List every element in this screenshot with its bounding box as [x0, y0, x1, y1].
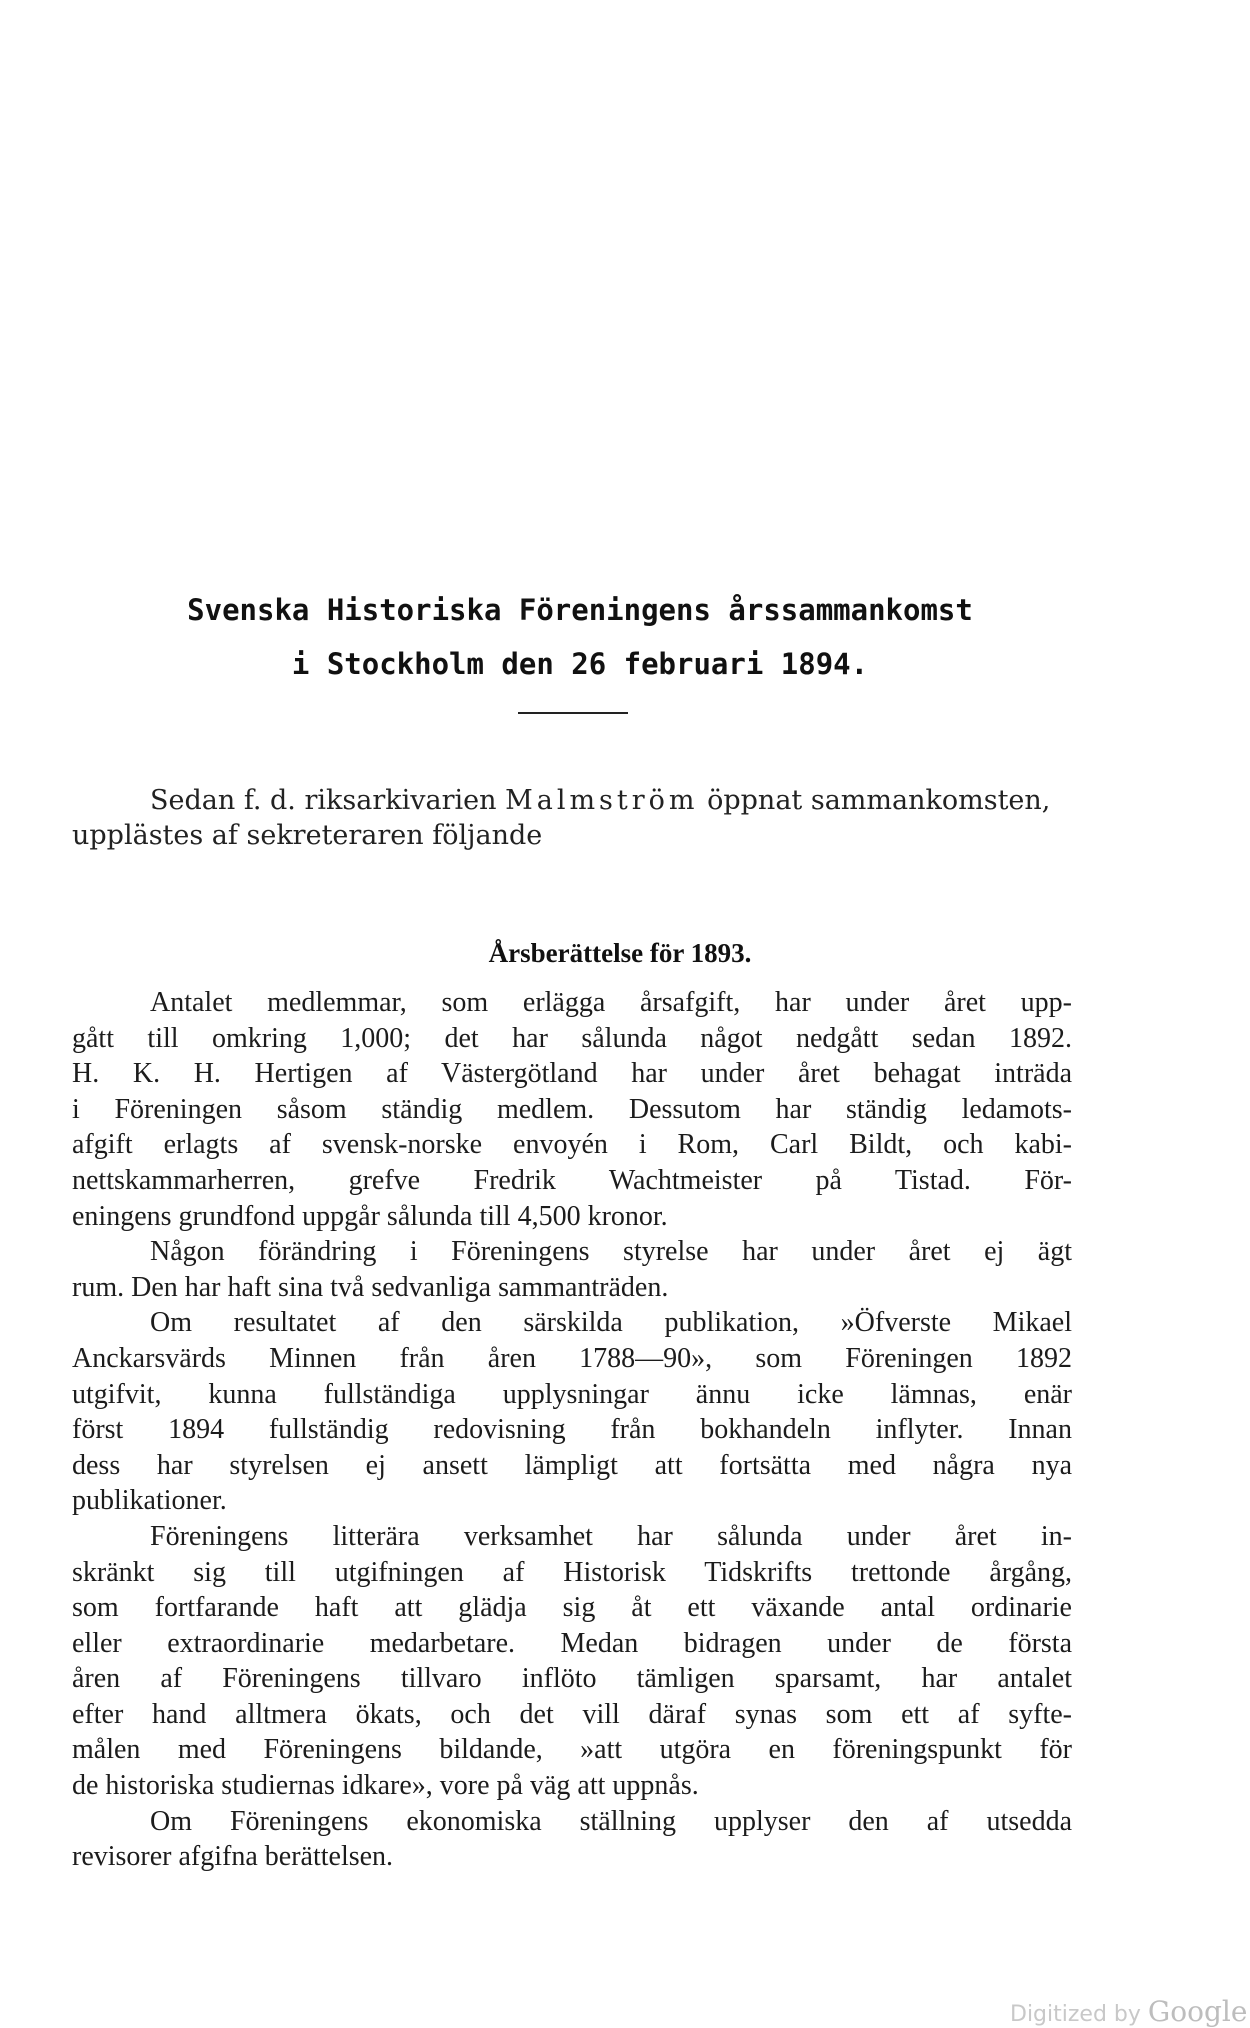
body-line: eningens grundfond uppgår sålunda till 4,500 kronor.: [72, 1200, 668, 1232]
watermark-prefix: Digitized by: [1010, 2002, 1141, 2027]
intro-rest: öppnat sammankomsten,: [698, 785, 1051, 816]
body-line: åren af Föreningens tillvaro inflöto tämligen sparsamt, har antalet: [72, 1663, 1072, 1695]
document-title: [110, 583, 1050, 691]
body-line: dess har styrelsen ej ansett lämpligt att fortsätta med några nya: [72, 1449, 1072, 1481]
body-line: eller extraordinarie medarbetare. Medan bidragen under de första: [72, 1627, 1072, 1659]
body-line: Föreningens litterära verksamhet har sålunda under året in-: [150, 1520, 1072, 1552]
body-line: H. K. H. Hertigen af Västergötland har under året behagat inträda: [72, 1058, 1072, 1090]
body-line: Antalet medlemmar, som erlägga årsafgift, har under året upp-: [150, 987, 1072, 1018]
intro-paragraph: [72, 783, 1072, 853]
body-line: först 1894 fullständig redovisning från bokhandeln inflyter. Innan: [72, 1414, 1072, 1446]
digitization-watermark: [1010, 1995, 1247, 2028]
intro-name: Malmström: [505, 785, 699, 816]
body-line: skränkt sig till utgifningen af Historisk Tidskrifts trettonde årgång,: [72, 1556, 1072, 1588]
body-line: Om Föreningens ekonomiska ställning upplyser den af utsedda: [150, 1805, 1072, 1837]
body-line: afgift erlagts af svensk-norske envoyén i Rom, Carl Bildt, och kabi-: [72, 1129, 1072, 1161]
intro-lead: Sedan f. d. riksarkivarien: [150, 785, 506, 816]
body-line: efter hand alltmera ökats, och det vill däraf synas som ett af syfte-: [72, 1698, 1072, 1730]
title-line-2: i Stockholm den 26 februari 1894.: [291, 647, 869, 681]
body-line: Någon förändring i Föreningens styrelse har under året ej ägt: [150, 1236, 1072, 1268]
body-line: rum. Den har haft sina två sedvanliga sammanträden.: [72, 1271, 669, 1303]
body-line: som fortfarande haft att glädja sig åt ett växande antal ordinarie: [72, 1592, 1072, 1624]
body-line: i Föreningen såsom ständig medlem. Dessutom har ständig ledamots-: [72, 1093, 1072, 1125]
title-divider: [518, 712, 628, 714]
title-line-1: Svenska Historiska Föreningens årssammankomst: [187, 593, 973, 627]
body-line: Om resultatet af den särskilda publikation, »Öfverste Mikael: [150, 1307, 1072, 1339]
body-line: revisorer afgifna berättelsen.: [72, 1841, 394, 1873]
section-heading: Årsberättelse för 1893.: [488, 938, 752, 968]
body-line: utgifvit, kunna fullständiga upplysningar ännu icke lämnas, enär: [72, 1378, 1072, 1410]
body-line: de historiska studiernas idkare», vore på väg att uppnås.: [72, 1770, 699, 1802]
body-line: publikationer.: [72, 1485, 227, 1517]
intro-line-1: [72, 783, 1072, 818]
watermark-brand: Google: [1147, 1995, 1248, 2028]
intro-line-2: upplästes af sekreteraren följande: [72, 820, 543, 851]
body-line: nettskammarherren, grefve Fredrik Wachtmeister på Tistad. För-: [72, 1164, 1072, 1196]
body-line: gått till omkring 1,000; det har sålunda något nedgått sedan 1892.: [72, 1022, 1072, 1054]
body-line: Anckarsvärds Minnen från åren 1788—90», som Föreningen 1892: [72, 1342, 1072, 1374]
report-body: [72, 985, 1072, 1875]
body-line: målen med Föreningens bildande, »att utgöra en föreningspunkt för: [72, 1734, 1072, 1766]
